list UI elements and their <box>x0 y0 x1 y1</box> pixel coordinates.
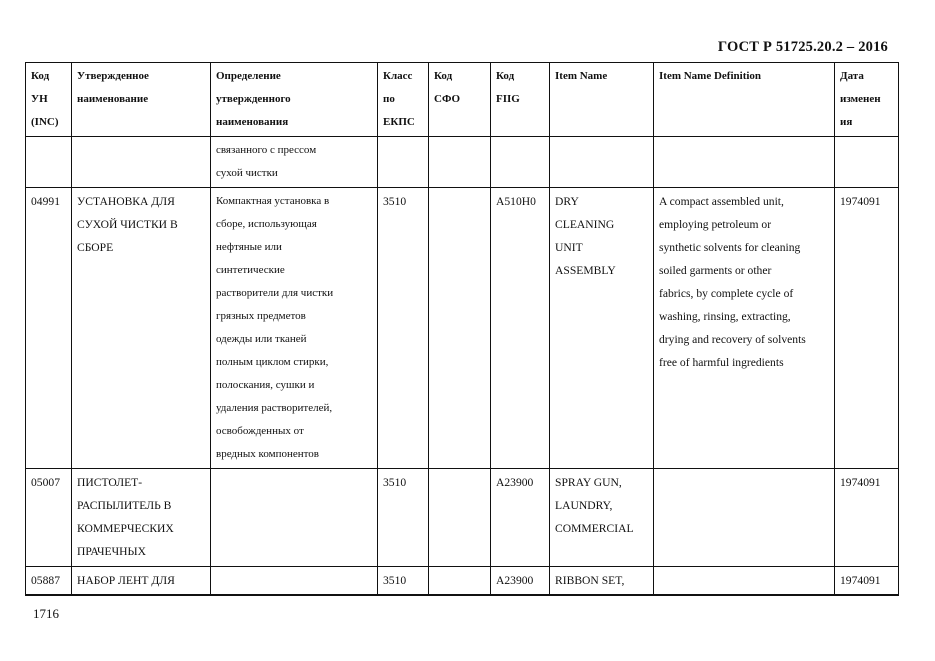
cell-date: 1974091 <box>835 188 899 469</box>
header-sfo: Код СФО <box>429 63 491 137</box>
cell-item-name: SPRAY GUN, LAUNDRY, COMMERCIAL <box>550 469 654 567</box>
cell-date: 1974091 <box>835 567 899 596</box>
header-row <box>26 63 899 137</box>
table-row <box>26 188 899 469</box>
cell-class <box>378 137 429 188</box>
table-row <box>26 469 899 567</box>
cell-name: УСТАНОВКА ДЛЯ СУХОЙ ЧИСТКИ В СБОРЕ <box>72 188 211 469</box>
cell-definition <box>211 567 378 596</box>
header-fiig: Код FIIG <box>491 63 550 137</box>
cell-name <box>72 137 211 188</box>
cell-fiig: A510H0 <box>491 188 550 469</box>
cell-item-name: RIBBON SET, <box>550 567 654 596</box>
table-row <box>26 567 899 596</box>
cell-class: 3510 <box>378 469 429 567</box>
table-row <box>26 137 899 188</box>
cell-item-definition <box>654 469 835 567</box>
header-date: Дата изменен ия <box>835 63 899 137</box>
header-item-definition: Item Name Definition <box>654 63 835 137</box>
cell-fiig: A23900 <box>491 567 550 596</box>
document-title: ГОСТ Р 51725.20.2 – 2016 <box>717 39 888 55</box>
cell-definition <box>211 469 378 567</box>
cell-class: 3510 <box>378 188 429 469</box>
cell-item-definition <box>654 567 835 596</box>
cell-fiig <box>491 137 550 188</box>
cell-name: НАБОР ЛЕНТ ДЛЯ <box>72 567 211 596</box>
cell-sfo <box>429 188 491 469</box>
cell-item-definition: A compact assembled unit, employing petroleum or synthetic solvents for cleaning soiled garments or other fabrics, by complete cycle of washing, rinsing, extracting, drying and recovery of solvents free of harmful ingredients <box>654 188 835 469</box>
cell-definition: связанного с прессом сухой чистки <box>211 137 378 188</box>
header-approved-name: Утвержденное наименование <box>72 63 211 137</box>
spec-table <box>25 62 899 596</box>
header-inc: Код УН (INC) <box>26 63 72 137</box>
cell-inc: 04991 <box>26 188 72 469</box>
header-item-name: Item Name <box>550 63 654 137</box>
cell-date: 1974091 <box>835 469 899 567</box>
cell-item-definition <box>654 137 835 188</box>
cell-item-name: DRY CLEANING UNIT ASSEMBLY <box>550 188 654 469</box>
cell-date <box>835 137 899 188</box>
cell-class: 3510 <box>378 567 429 596</box>
cell-inc: 05887 <box>26 567 72 596</box>
header-class: Класс по ЕКПС <box>378 63 429 137</box>
cell-name: ПИСТОЛЕТ- РАСПЫЛИТЕЛЬ В КОММЕРЧЕСКИХ ПРАЧЕЧНЫХ <box>72 469 211 567</box>
cell-inc: 05007 <box>26 469 72 567</box>
cell-sfo <box>429 469 491 567</box>
page-number: 1716 <box>33 606 59 621</box>
cell-inc <box>26 137 72 188</box>
cell-sfo <box>429 567 491 596</box>
cell-fiig: A23900 <box>491 469 550 567</box>
cell-sfo <box>429 137 491 188</box>
cell-item-name <box>550 137 654 188</box>
cell-definition: Компактная установка в сборе, использующая нефтяные или синтетические растворители для чистки грязных предметов одежды или тканей полным циклом стирки, полоскания, сушки и удаления растворителей, освобожденных от вредных компонентов <box>211 188 378 469</box>
header-definition: Определение утвержденного наименования <box>211 63 378 137</box>
